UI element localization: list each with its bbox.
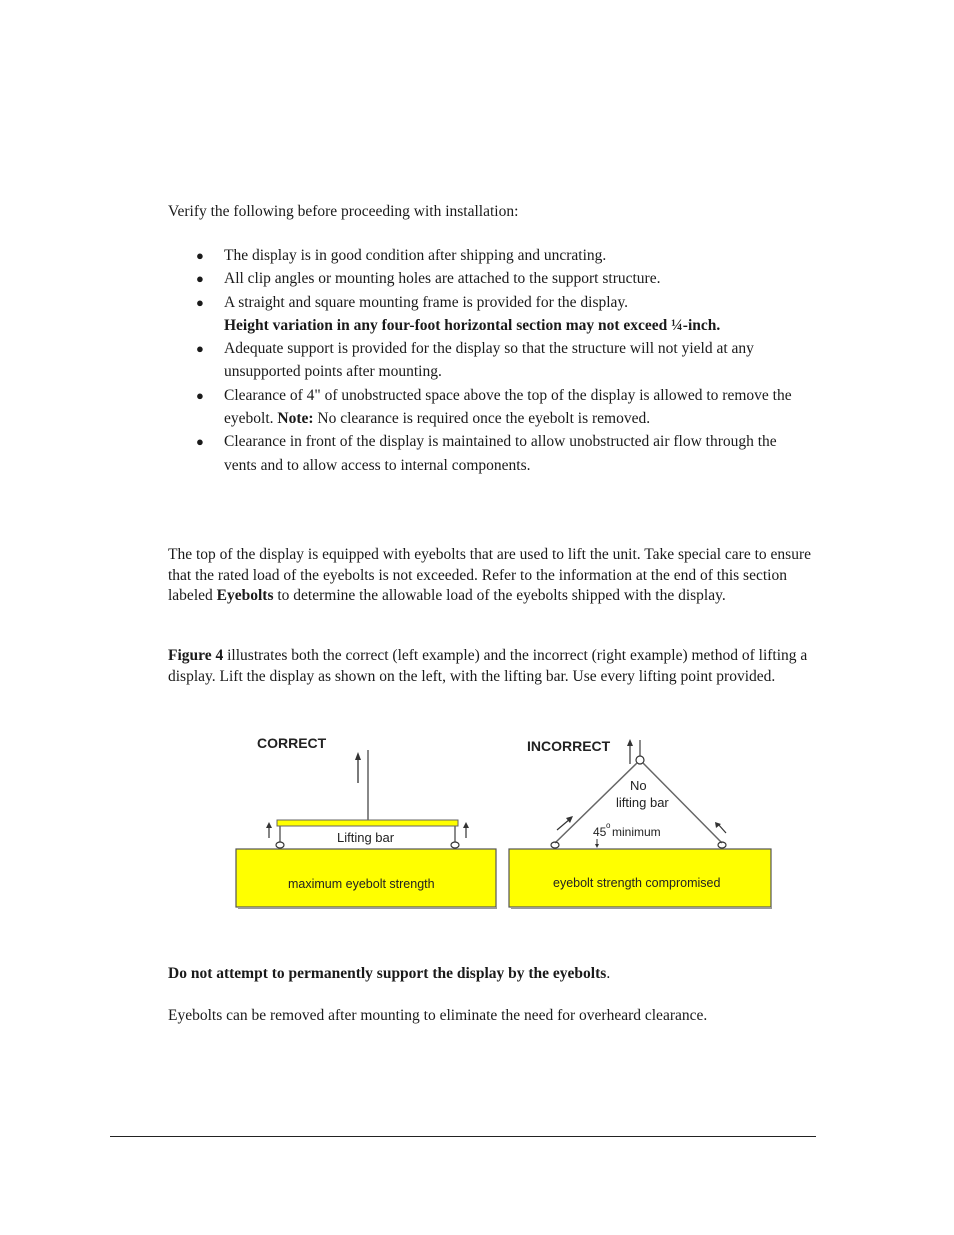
bullet-icon: ● [196, 341, 204, 357]
bullet-icon: ● [196, 271, 204, 287]
bullet-icon: ● [196, 294, 204, 310]
lifting-bar [277, 820, 458, 826]
height-variation-note: Height variation in any four-foot horizontal section may not exceed ¼-inch. [224, 316, 721, 334]
list-item: ● Clearance of 4" of unobstructed space above the top of the display is allowed to remove the eyebolt. Note: No clearance is required once the eyebolt is removed. [168, 384, 808, 431]
down-arrow-icon [595, 844, 599, 848]
list-item: ● Clearance in front of the display is maintained to allow unobstructed air flow through the vents and to allow access to internal components. [168, 430, 808, 477]
installation-checklist [168, 244, 808, 477]
degree-symbol: o [606, 821, 611, 830]
bullet-icon: ● [196, 387, 204, 403]
up-arrow-icon [627, 739, 633, 764]
intro-paragraph: Verify the following before proceeding with installation: [168, 203, 519, 220]
incorrect-label: INCORRECT [527, 738, 611, 754]
list-item: ● A straight and square mounting frame is provided for the display. [168, 291, 808, 314]
no-lifting-bar-label: lifting bar [616, 795, 669, 810]
eyebolt-icon [276, 842, 284, 848]
no-label: No [630, 778, 647, 793]
eyebolt-icon [451, 842, 459, 848]
eyebolts-reference: Eyebolts [216, 587, 274, 604]
bullet-icon: ● [196, 434, 204, 450]
diagonal-arrow-icon [715, 822, 726, 833]
minimum-label: minimum [612, 825, 661, 839]
warning-text: Do not attempt to permanently support the display by the eyebolts [168, 965, 607, 982]
up-arrow-icon [355, 752, 361, 783]
lifting-bar-label: Lifting bar [337, 830, 395, 845]
list-item: ● Adequate support is provided for the display so that the structure will not yield at any unsupported points after mounting. [168, 337, 808, 384]
hook-icon [636, 756, 644, 764]
right-box-label: eyebolt strength compromised [553, 876, 721, 890]
figure-reference: Figure 4 [168, 647, 224, 664]
lifting-paragraph: The top of the display is equipped with eyebolts that are used to lift the unit. Take special care to ensure that the rated load of the eyebolts is not exceeded. Refer to the information at the end of this section labeled Eyebolts to determine the allowable load of the eyebolts shipped with the display. [168, 546, 811, 604]
correct-label: CORRECT [257, 735, 327, 751]
eyebolt-removal-note: Eyebolts can be removed after mounting to eliminate the need for overheard clearance. [168, 1007, 708, 1024]
note-label: Note: [277, 410, 314, 428]
angle-label: 45 [593, 825, 607, 839]
lifting-figure [230, 728, 780, 918]
list-item: ● All clip angles or mounting holes are attached to the support structure. [168, 267, 808, 290]
warning-paragraph: Do not attempt to permanently support the display by the eyebolts. [168, 965, 611, 982]
figure-description-paragraph: Figure 4 illustrates both the correct (left example) and the incorrect (right example) method of lifting a display. Lift the display as shown on the left, with the lifting bar. Use every lifting point provided. [168, 647, 808, 685]
footer-rule [110, 1136, 816, 1137]
up-arrow-icon [463, 822, 469, 838]
left-box-label: maximum eyebolt strength [288, 877, 435, 891]
list-item: ● The display is in good condition after shipping and uncrating. [168, 244, 808, 267]
up-arrow-icon [266, 822, 272, 838]
bullet-icon: ● [196, 248, 204, 263]
